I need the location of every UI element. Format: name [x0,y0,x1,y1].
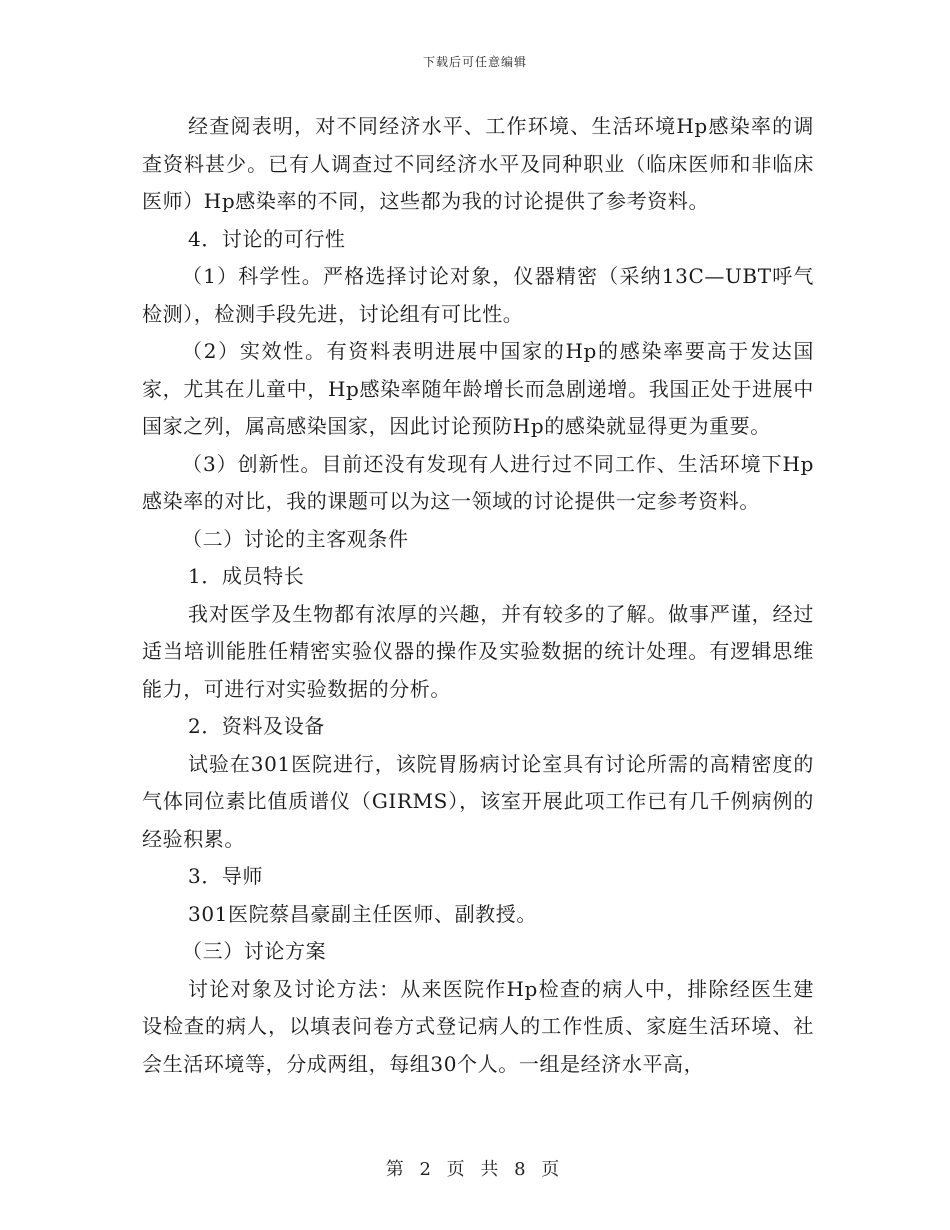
paragraph-plan: 讨论对象及讨论方法：从来医院作Hp检查的病人中，排除经医生建设检查的病人，以填表问卷方式登记病人的工作性质、家庭生活环境、社会生活环境等，分成两组，每组30个人。一组是经济水平高， [142,976,814,1076]
paragraph-innovation: （3）创新性。目前还没有发现有人进行过不同工作、生活环境下Hp感染率的对比，我的课题可以为这一领域的讨论提供一定参考资料。 [142,451,814,513]
paragraph-advisor: 301医院蔡昌豪副主任医师、副教授。 [188,901,537,926]
heading-plan: （三）讨论方案 [182,939,327,963]
heading-advisor: 3．导师 [188,864,264,888]
document-body [142,108,814,1083]
heading-member-strengths: 1．成员特长 [188,564,305,588]
paragraph-survey-background: 经查阅表明，对不同经济水平、工作环境、生活环境Hp感染率的调查资料甚少。已有人调查过不同经济水平及同种职业（临床医师和非临床医师）Hp感染率的不同，这些都为我的讨论提供了参考资料。 [142,114,814,213]
paragraph-member-strengths: 我对医学及生物都有浓厚的兴趣，并有较多的了解。做事严谨，经过适当培训能胜任精密实验仪器的操作及实验数据的统计处理。有逻辑思维能力，可进行对实验数据的分析。 [142,601,814,701]
page-header: 下载后可任意编辑 [422,55,527,69]
paragraph-materials-equipment: 试验在301医院进行，该院胃肠病讨论室具有讨论所需的高精密度的气体同位素比值质谱仪（GIRMS），该室开展此项工作已有几千例病例的经验积累。 [142,751,814,851]
heading-feasibility: 4．讨论的可行性 [188,226,346,251]
page-footer: 第 2 页 共 8 页 [385,1159,565,1180]
paragraph-effectiveness: （2）实效性。有资料表明进展中国家的Hp的感染率要高于发达国家，尤其在儿童中，Hp感染率随年龄增长而急剧递增。我国正处于进展中国家之列，属高感染国家，因此讨论预防Hp的感染就显得更为重要。 [142,339,814,438]
heading-materials-equipment: 2．资料及设备 [188,714,325,738]
heading-conditions: （二）讨论的主客观条件 [182,526,409,551]
paragraph-scientific: （1）科学性。严格选择讨论对象，仪器精密（采纳13C—UBT呼气检测），检测手段先进，讨论组有可比性。 [142,264,814,326]
